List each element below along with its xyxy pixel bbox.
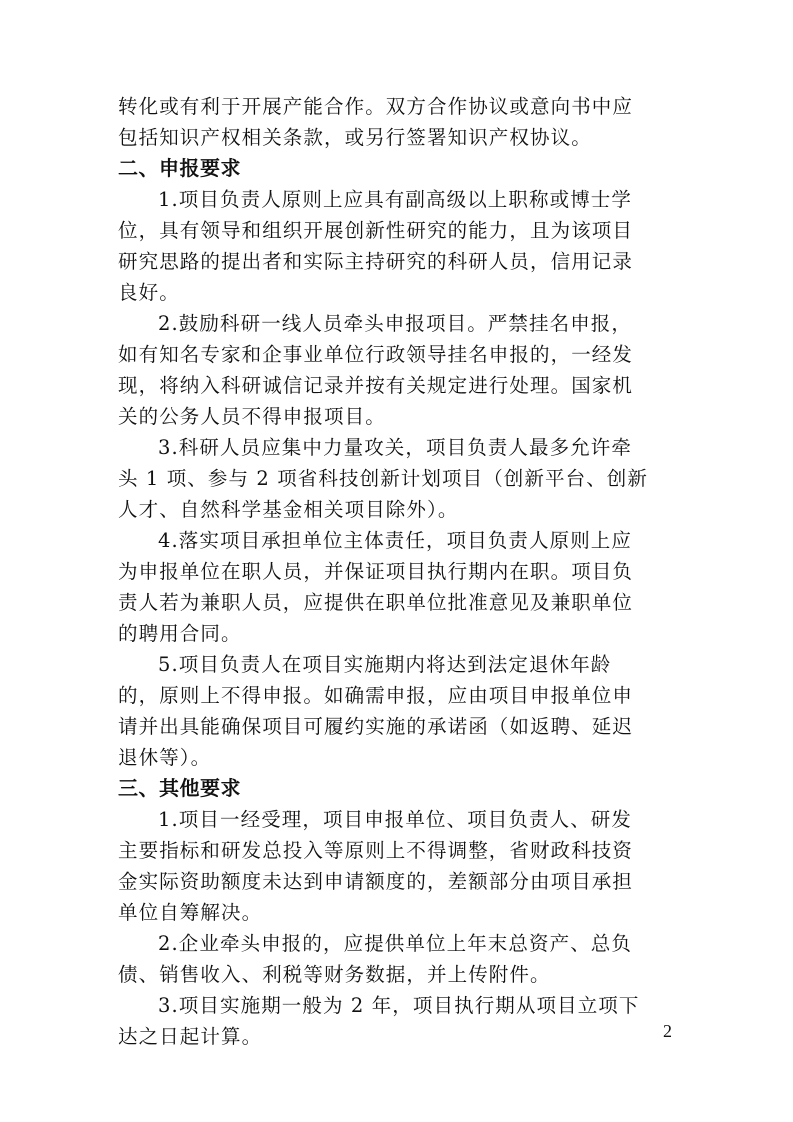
text-line: 5.项目负责人在项目实施期内将达到法定退休年龄 xyxy=(158,653,612,676)
text-line: 的，原则上不得申报。如确需申报，应由项目申报单位申 xyxy=(118,684,634,707)
intro-paragraph xyxy=(118,91,673,153)
text-line: 包括知识产权相关条款，或另行签署知识产权协议。 xyxy=(118,126,592,149)
requirement-item-1 xyxy=(118,184,673,308)
text-line: 2.鼓励科研一线人员牵头申报项目。严禁挂名申报， xyxy=(158,312,633,335)
text-line: 责人若为兼职人员，应提供在职单位批准意见及兼职单位 xyxy=(118,591,634,614)
page-number: 2 xyxy=(663,1021,672,1041)
text-line: 2.企业牵头申报的，应提供单位上年末总资产、总负 xyxy=(158,932,633,955)
text-line: 研究思路的提出者和实际主持研究的科研人员，信用记录 xyxy=(118,250,634,273)
text-line: 为申报单位在职人员，并保证项目执行期内在职。项目负 xyxy=(118,560,634,583)
text-line: 关的公务人员不得申报项目。 xyxy=(118,405,386,428)
text-line: 3.科研人员应集中力量攻关，项目负责人最多允许牵 xyxy=(158,436,633,459)
section-heading-application-requirements: 二、申报要求 xyxy=(118,156,241,180)
other-item-2 xyxy=(118,928,673,990)
text-line: 人才、自然科学基金相关项目除外）。 xyxy=(118,498,459,521)
text-line: 现，将纳入科研诚信记录并按有关规定进行处理。国家机 xyxy=(118,374,634,397)
requirement-item-5 xyxy=(118,649,673,773)
text-line: 良好。 xyxy=(118,281,180,304)
text-line: 如有知名专家和企事业单位行政领导挂名申报的，一经发 xyxy=(118,343,634,366)
text-line: 3.项目实施期一般为 2 年，项目执行期从项目立项下 xyxy=(158,994,640,1017)
requirement-item-2 xyxy=(118,308,673,432)
requirement-item-3 xyxy=(118,432,673,525)
text-line: 转化或有利于开展产能合作。双方合作协议或意向书中应 xyxy=(118,95,634,118)
text-line: 达之日起计算。 xyxy=(118,1025,263,1048)
text-line: 位，具有领导和组织开展创新性研究的能力，且为该项目 xyxy=(118,219,634,242)
text-line: 请并出具能确保项目可履约实施的承诺函（如返聘、延迟 xyxy=(118,715,634,738)
text-line: 的聘用合同。 xyxy=(118,622,242,645)
text-line: 退休等）。 xyxy=(118,746,212,769)
other-item-3 xyxy=(118,990,673,1052)
requirement-item-4 xyxy=(118,525,673,649)
section-heading-other-requirements: 三、其他要求 xyxy=(118,776,241,800)
text-line: 4.落实项目承担单位主体责任，项目负责人原则上应 xyxy=(158,529,633,552)
document-body xyxy=(118,91,673,1052)
text-line: 头 1 项、参与 2 项省科技创新计划项目（创新平台、创新 xyxy=(118,467,649,490)
text-line: 债、销售收入、利税等财务数据，并上传附件。 xyxy=(118,963,551,986)
text-line: 主要指标和研发总投入等原则上不得调整，省财政科技资 xyxy=(118,839,634,862)
text-line: 金实际资助额度未达到申请额度的，差额部分由项目承担 xyxy=(118,870,634,893)
text-line: 1.项目负责人原则上应具有副高级以上职称或博士学 xyxy=(158,188,633,211)
other-item-1 xyxy=(118,804,673,928)
text-line: 单位自筹解决。 xyxy=(118,901,263,924)
text-line: 1.项目一经受理，项目申报单位、项目负责人、研发 xyxy=(158,808,633,831)
